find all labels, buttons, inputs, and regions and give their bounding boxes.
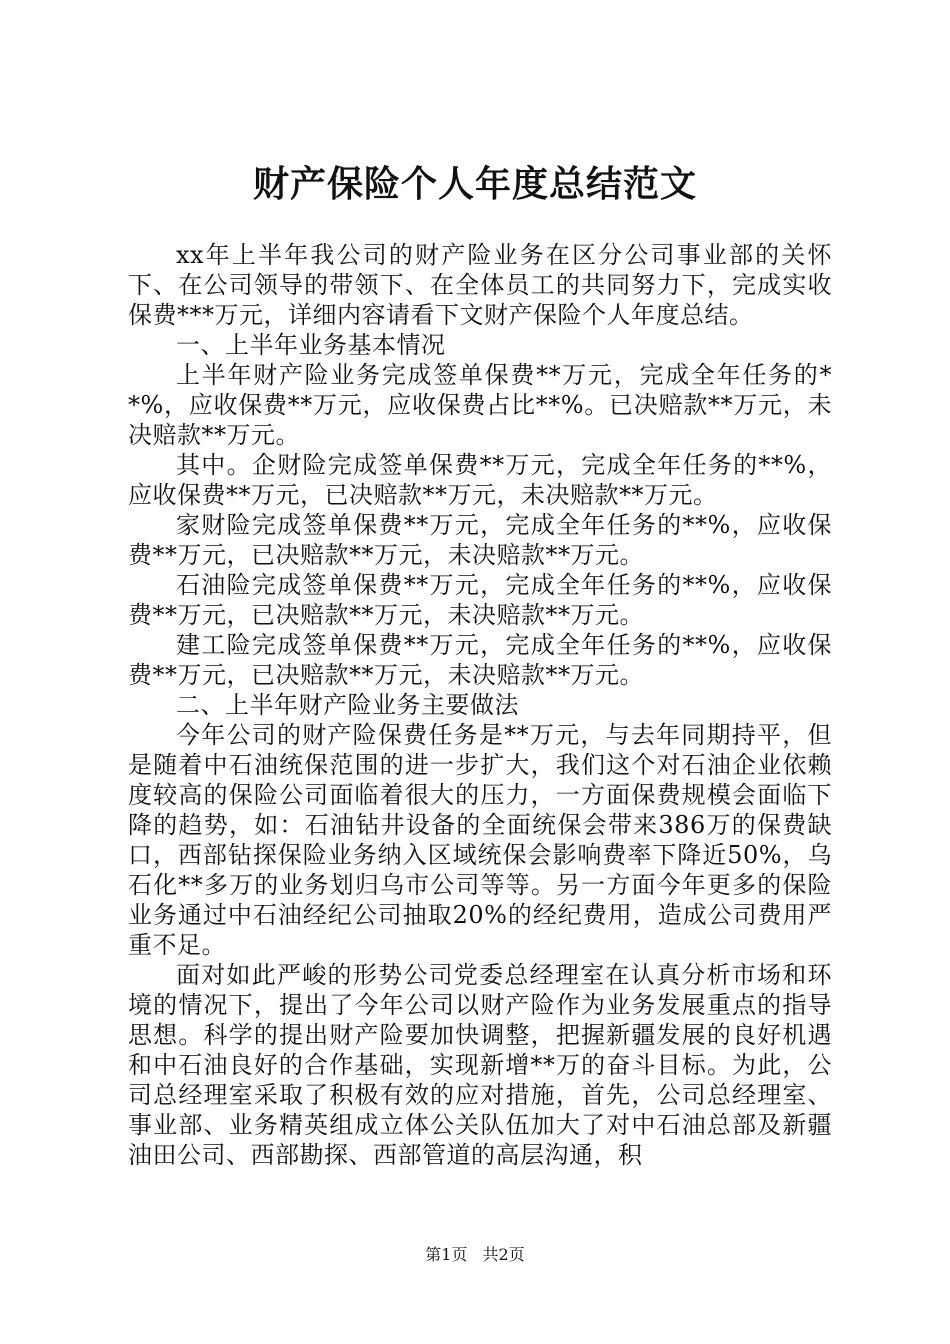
paragraph-petroleum: 石油险完成签单保费**万元，完成全年任务的**%，应收保费**万元，已决赔款**万元，未决赔款**万元。 — [128, 571, 832, 629]
paragraph-enterprise-property: 其中。企财险完成签单保费**万元，完成全年任务的**%，应收保费**万元，已决赔款**万元，未决赔款**万元。 — [128, 451, 832, 509]
page-number: 第1页 — [425, 1245, 468, 1264]
document-body — [128, 240, 832, 1170]
page-total: 共2页 — [482, 1245, 525, 1264]
page-footer — [0, 1245, 950, 1265]
document-title: 财产保险个人年度总结范文 — [252, 163, 697, 205]
paragraph-home-property: 家财险完成签单保费**万元，完成全年任务的**%，应收保费**万元，已决赔款**万元，未决赔款**万元。 — [128, 511, 832, 569]
paragraph-measures: 面对如此严峻的形势公司党委总经理室在认真分析市场和环境的情况下，提出了今年公司以财产险作为业务发展重点的指导思想。科学的提出财产险要加快调整，把握新疆发展的良好机遇和中石油良好的合作基础，实现新增**万的奋斗目标。为此，公司总经理室采取了积极有效的应对措施，首先，公司总经理室、事业部、业务精英组成立体公关队伍加大了对中石油总部及新疆油田公司、西部勘探、西部管道的高层沟通，积 — [128, 961, 832, 1169]
paragraph-construction: 建工险完成签单保费**万元，完成全年任务的**%，应收保费**万元，已决赔款**万元，未决赔款**万元。 — [128, 631, 832, 689]
paragraph-overview: 上半年财产险业务完成签单保费**万元，完成全年任务的**%，应收保费**万元，应收保费占比**%。已决赔款**万元，未决赔款**万元。 — [128, 361, 832, 449]
section-heading-1: 一、上半年业务基本情况 — [176, 331, 446, 359]
paragraph-task-pressure: 今年公司的财产险保费任务是**万元，与去年同期持平，但是随着中石油统保范围的进一步扩大，我们这个对石油企业依赖度较高的保险公司面临着很大的压力，一方面保费规模会面临下降的趋势，如：石油钻井设备的全面统保会带来386万的保费缺口，西部钻探保险业务纳入区域统保会影响费率下降近50%，乌石化**多万的业务划归乌市公司等等。另一方面今年更多的保险业务通过中石油经纪公司抽取20%的经纪费用，造成公司费用严重不足。 — [128, 721, 832, 959]
section-heading-2: 二、上半年财产险业务主要做法 — [176, 691, 519, 719]
paragraph-intro: xx年上半年我公司的财产险业务在区分公司事业部的关怀下、在公司领导的带领下、在全体员工的共同努力下，完成实收保费***万元，详细内容请看下文财产保险个人年度总结。 — [128, 241, 832, 329]
